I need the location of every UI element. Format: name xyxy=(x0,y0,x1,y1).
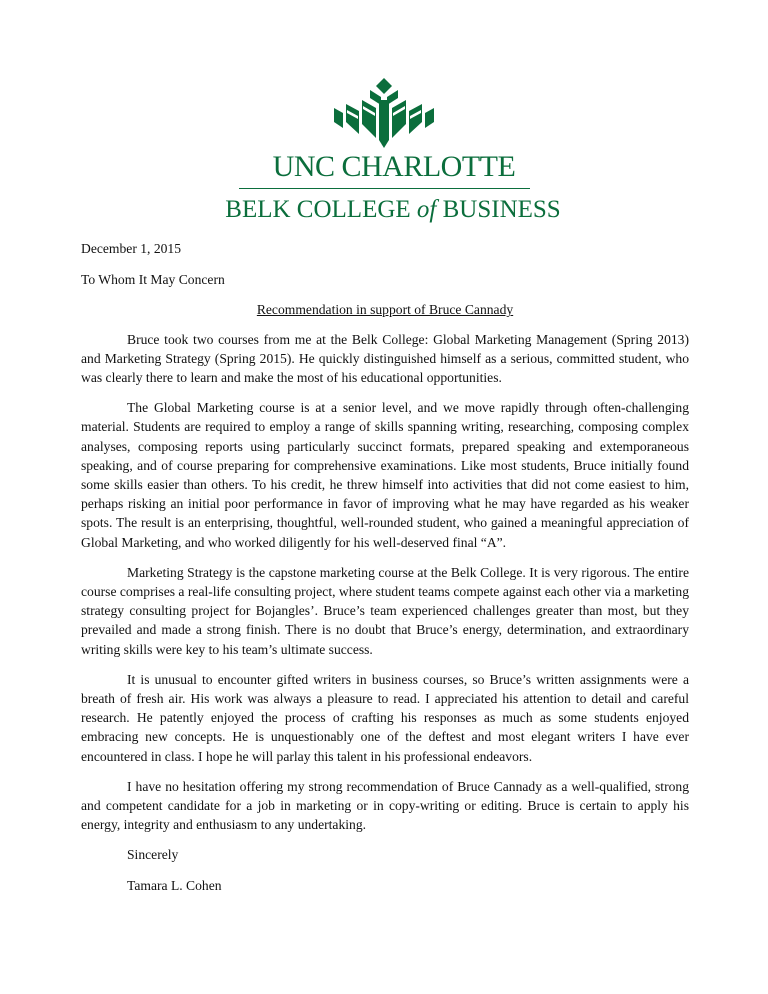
college-name-suffix: BUSINESS xyxy=(436,196,561,223)
university-name: UNC CHARLOTTE xyxy=(272,150,516,183)
paragraph-4: It is unusual to encounter gifted writers in business courses, so Bruce’s written assignments were a breath of fresh air. His work was always a pleasure to read. I appreciated his attention to detail and careful research. He patently enjoyed the process of crafting his responses as much as some students enjoyed embracing new concepts. He is unquestionably one of the deftest and most elegant writers I have ever encountered in class. I hope he will parlay this talent in his professional endeavors. xyxy=(81,671,689,764)
college-name xyxy=(0,196,768,224)
crown-logo-icon xyxy=(334,78,434,152)
letterhead-divider xyxy=(239,188,530,189)
letter-closing: Sincerely xyxy=(127,847,179,863)
paragraph-5: I have no hesitation offering my strong recommendation of Bruce Cannady as a well-qualified, strong and competent candidate for a job in marketing or in copy-writing or editing. Bruce is certain to apply his energy, integrity and enthusiasm to any undertaking. xyxy=(81,778,689,833)
letter-body xyxy=(81,239,689,906)
paragraph-1: Bruce took two courses from me at the Belk College: Global Marketing Management (Spring 2013) and Marketing Strategy (Spring 2015). He quickly distinguished himself as a serious, committed student, who was clearly there to learn and make the most of his educational opportunities. xyxy=(81,331,689,386)
paragraph-2: The Global Marketing course is at a senior level, and we move rapidly through often-challenging material. Students are required to employ a range of skills spanning writing, researching, composing complex analyses, composing reports using particularly succinct formats, prepared speaking and extemporaneous speaking, and of course preparing for comprehensive examinations. Like most students, Bruce initially found some skills easier than others. To his credit, he threw himself into activities that did not come easiest to him, perhaps risking an initial poor performance in favor of improving what he may have regarded as his weaker spots. The result is an enterprising, thoughtful, well-rounded student, who gained a meaningful appreciation of Global Marketing, and who worked diligently for his well-deserved final “A”. xyxy=(81,400,689,550)
letter-subject: Recommendation in support of Bruce Cannady xyxy=(256,302,514,318)
letterhead xyxy=(0,78,768,224)
college-name-of: of xyxy=(416,196,437,223)
college-name-prefix: BELK COLLEGE xyxy=(225,196,417,223)
letter-signature: Tamara L. Cohen xyxy=(127,877,222,893)
letter-date: December 1, 2015 xyxy=(81,241,182,256)
paragraph-3: Marketing Strategy is the capstone marketing course at the Belk College. It is very rigorous. The entire course comprises a real-life consulting project, where student teams compete against each other via a marketing strategy consulting project for Bojangles’. Bruce’s team experienced challenges greater than most, but they prevailed and made a strong finish. There is no doubt that Bruce’s energy, determination, and extraordinary writing skills were key to his team’s ultimate success. xyxy=(81,564,689,657)
letter-salutation: To Whom It May Concern xyxy=(81,272,225,288)
